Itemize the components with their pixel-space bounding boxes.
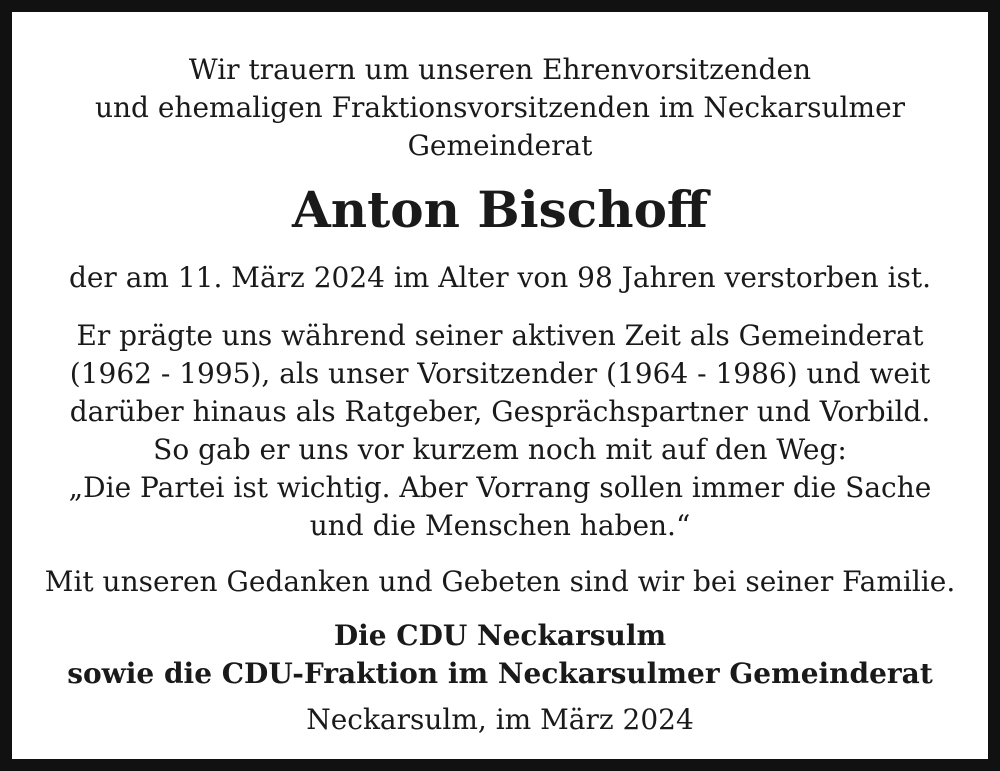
signature-line: sowie die CDU-Fraktion im Neckarsulmer Gemeinderat <box>67 657 933 690</box>
intro-line: Gemeinderat <box>407 129 593 162</box>
deceased-name: Anton Bischoff <box>292 180 708 239</box>
signature-line: Die CDU Neckarsulm <box>333 619 667 652</box>
quote-line: „Die Partei ist wichtig. Aber Vorrang sollen immer die Sache <box>68 471 932 504</box>
tribute-line: darüber hinaus als Ratgeber, Gesprächspartner und Vorbild. <box>69 395 931 428</box>
condolence-line: Mit unseren Gedanken und Gebeten sind wir bei seiner Familie. <box>44 565 956 598</box>
quote-line: und die Menschen haben.“ <box>309 509 691 542</box>
tribute-line: So gab er uns vor kurzem noch mit auf den Weg: <box>153 433 847 466</box>
intro-line: und ehemaligen Fraktionsvorsitzenden im Neckarsulmer <box>94 91 906 124</box>
tribute-line: (1962 - 1995), als unser Vorsitzender (1964 - 1986) und weit <box>69 357 931 390</box>
tribute-line: Er prägte uns während seiner aktiven Zeit als Gemeinderat <box>76 319 924 352</box>
place-date: Neckarsulm, im März 2024 <box>306 703 694 736</box>
death-line: der am 11. März 2024 im Alter von 98 Jahren verstorben ist. <box>68 261 932 294</box>
intro-line: Wir trauern um unseren Ehrenvorsitzenden <box>188 53 812 86</box>
